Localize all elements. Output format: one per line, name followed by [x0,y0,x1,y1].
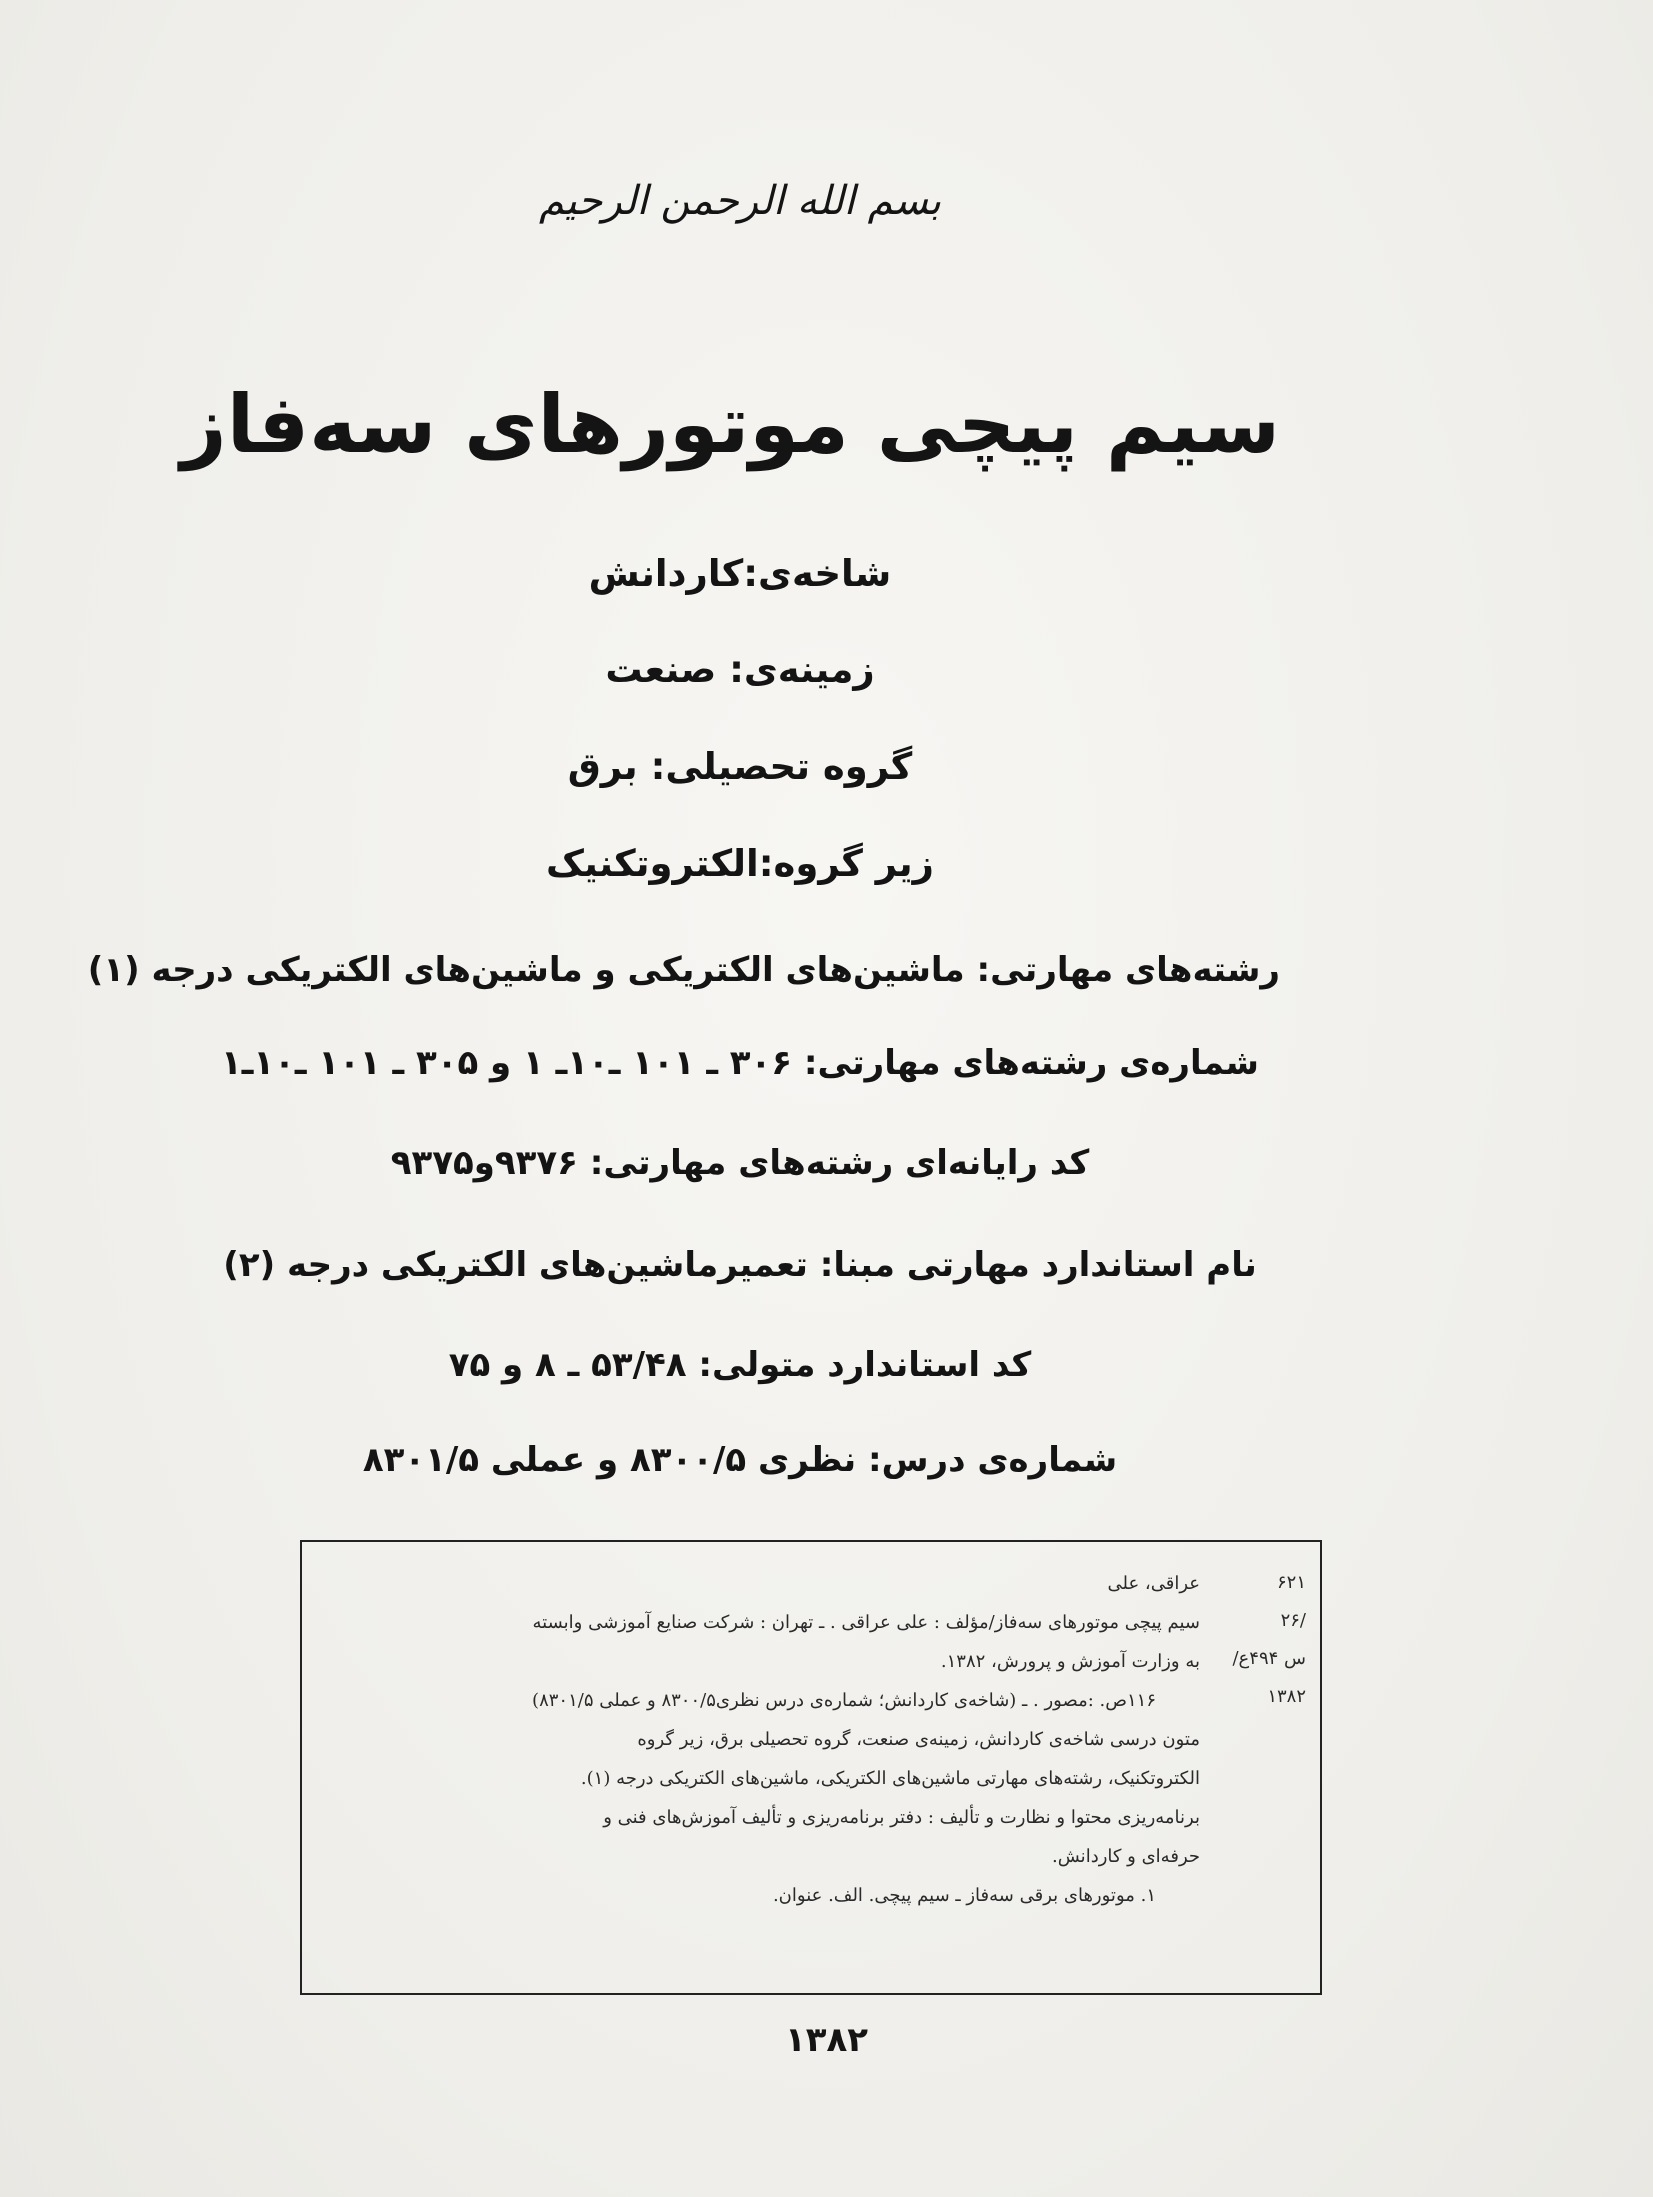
meta-standard-code: کد استاندارد متولی: ۵۳/۴۸ ـ ۸ و ۷۵ [448,1345,1032,1385]
catalog-line: ۱. موتورهای برقی سه‌فاز ـ سیم پیچی. الف. عنوان. [772,1885,1156,1906]
meta-course-number: شماره‌ی درس: نظری ۸۳۰۰/۵ و عملی ۸۳۰۱/۵ [362,1440,1118,1480]
publication-year: ۱۳۸۲ [784,2020,868,2060]
catalog-code: ۱۳۸۲ [1267,1686,1306,1707]
catalog-code: س ۴۹۴ع/ [1232,1648,1306,1669]
meta-standard-name: نام استاندارد مهارتی مبنا: تعمیرماشین‌های الکتریکی درجه (۲) [223,1245,1257,1285]
catalog-record-box [300,1540,1322,1995]
catalog-line: ۱۱۶ص. :مصور . ـ (شاخه‌ی کاردانش؛ شماره‌ی درس نظری۸۳۰۰/۵ و عملی ۸۳۰۱/۵) [532,1690,1156,1711]
catalog-line: الکتروتکنیک، رشته‌های مهارتی ماشین‌های الکتریکی، ماشین‌های الکتریکی درجه (۱). [580,1768,1200,1789]
meta-skill-fields: رشته‌های مهارتی: ماشین‌های الکتریکی و ماشین‌های الکتریکی درجه (۱) [87,950,1280,990]
catalog-line: سیم پیچی موتورهای سه‌فاز/مؤلف : علی عراقی . ـ تهران : شرکت صنایع آموزشی وابسته [532,1612,1200,1633]
catalog-call-number [1226,1564,1306,1716]
meta-subgroup: زیر گروه:الکتروتکنیک [546,842,934,885]
meta-branch: شاخه‌ی:کاردانش [588,552,892,595]
meta-skill-numbers: شماره‌ی رشته‌های مهارتی: ۳۰۶ ـ ۱۰۱ ـ۱۰ـ ۱ و ۳۰۵ ـ ۱۰۱ ـ۱۰ـ۱ [221,1043,1259,1083]
catalog-line: متون درسی شاخه‌ی کاردانش، زمینه‌ی صنعت، گروه تحصیلی برق، زیر گروه [637,1729,1200,1750]
meta-computer-code: کد رایانه‌ای رشته‌های مهارتی: ۹۳۷۶و۹۳۷۵ [390,1143,1090,1183]
catalog-code: ۶۲۱ [1276,1572,1306,1593]
catalog-code: /۲۶ [1280,1610,1306,1631]
catalog-line: حرفه‌ای و کاردانش. [1052,1846,1200,1867]
catalog-line: برنامه‌ریزی محتوا و نظارت و تألیف : دفتر برنامه‌ریزی و تألیف آموزش‌های فنی و [603,1807,1200,1828]
basmala: بسم الله الرحمن الرحيم [538,178,942,224]
page-title: سیم پیچی موتورهای سه‌فاز [180,378,1280,471]
catalog-line: به وزارت آموزش و پرورش، ۱۳۸۲. [940,1651,1200,1672]
meta-group: گروه تحصیلی: برق [567,745,913,788]
meta-field: زمینه‌ی: صنعت [605,648,875,691]
catalog-line: عراقی، علی [1107,1573,1200,1594]
catalog-entry [320,1564,1200,1915]
